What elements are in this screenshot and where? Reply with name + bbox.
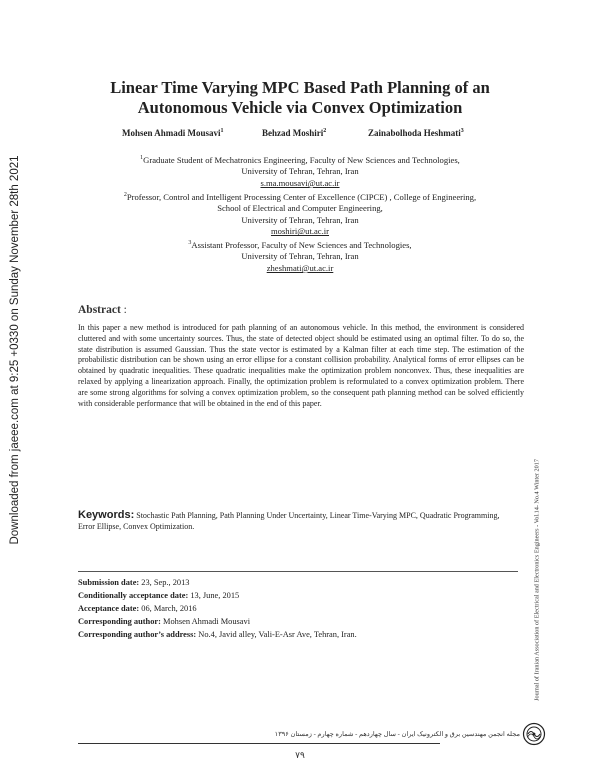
download-stamp-text: Downloaded from jaeee.com at 9:25 +0330 on Sunday November 28th 2021 [9, 155, 21, 545]
submission-divider [78, 571, 518, 572]
title-line-2: Autonomous Vehicle via Convex Optimization [137, 98, 463, 117]
author-list [0, 128, 600, 142]
journal-side-info [528, 430, 546, 730]
title-line-1: Linear Time Varying MPC Based Path Planning of an [110, 78, 490, 97]
page-number: ۷۹ [295, 750, 305, 760]
submission-date: Submission date: 23, Sep., 2013 [78, 578, 190, 587]
affiliation-3-line-1: $^3$Assistant Professor, Faculty of New Sciences and Technologies, [188, 239, 412, 250]
conditional-acceptance-date: Conditionally acceptance date: 13, June, 2015 [78, 591, 240, 600]
keywords-section [78, 510, 518, 532]
affiliation-2-line-3: University of Tehran, Tehran, Iran [241, 214, 359, 225]
abstract-body: In this paper a new method is introduced for path planning of an autonomous vehicle. In this method, the environment is considered cluttered and with some uncertainty sources. Thus, the state of detected object should be estimated using an optimal filter. To do so, the state distribution is assumed Gaussian. Thus the state vector is estimated by a Kalman filter at each time step. The estimation of the probabilistic distribution can be shown using an error ellipse for a constant collision probability. Analytical forms of error ellipses can be obtained by quadratic inequalities. These quadratic inequalities make the optimization problem nonconvex. Thus, these inequalities are relaxed by applying a linearization approach. Finally, the optimization problem is reformulated to a convex optimization problem. There are some strong algorithms for solving a convex optimization problem, so the consequent path planning method can be solved efficiently with considerable performance that will be obtained in the end of this paper. [78, 323, 524, 408]
corresponding-address: Corresponding author’s address: No.4, Javid alley, Vali-E-Asr Ave, Tehran, Iran. [78, 630, 357, 639]
affiliation-1-line-1: $^1$Graduate Student of Mechatronics Engineering, Faculty of New Sciences and Technologies, [140, 154, 460, 165]
journal-side-text: Journal of Iranian Association of Electrical and Electronics Engineers - Vol.14- No.4 Winter 2017 [533, 459, 541, 701]
author-2: Behzad Moshiri$^2$ [262, 128, 327, 138]
email-link-3[interactable]: zheshmati@ut.ac.ir [266, 262, 334, 273]
affiliation-2-line-2: School of Electrical and Computer Engineering, [217, 203, 383, 214]
affiliation-1-line-2: University of Tehran, Tehran, Iran [241, 166, 359, 177]
keywords-text: Stochastic Path Planning, Path Planning Under Uncertainty, Linear Time-Varying MPC, Quadratic Programming, Error Ellipse, Convex Optimization. [78, 511, 500, 531]
affiliations [0, 153, 600, 275]
author-3: Zainabolhoda Heshmati$^3$ [368, 128, 464, 138]
author-1: Mohsen Ahmadi Mousavi$^1$ [122, 128, 224, 138]
journal-logo-icon [522, 722, 546, 746]
email-link-2[interactable]: moshiri@ut.ac.ir [270, 226, 330, 237]
acceptance-date: Acceptance date: 06, March, 2016 [78, 604, 197, 613]
footer-journal-persian: مجله انجمن مهندسین برق و الکترونیک ایران - سال چهاردهم - شماره چهارم - زمستان ۱۳۹۶ [274, 731, 520, 738]
footer-divider [78, 743, 440, 744]
affiliation-3-line-2: University of Tehran, Tehran, Iran [241, 251, 359, 262]
affiliation-2-line-1: $^2$Professor, Control and Intelligent Processing Center of Excellence (CIPCE) , College of Engineering, [123, 191, 477, 202]
abstract-heading: Abstract : [78, 304, 127, 316]
paper-title [0, 78, 600, 118]
email-link-1[interactable]: s.ma.mousavi@ut.ac.ir [260, 178, 340, 189]
corresponding-author: Corresponding author: Mohsen Ahmadi Mousavi [78, 617, 251, 626]
keywords-label: Keywords: [78, 509, 135, 521]
